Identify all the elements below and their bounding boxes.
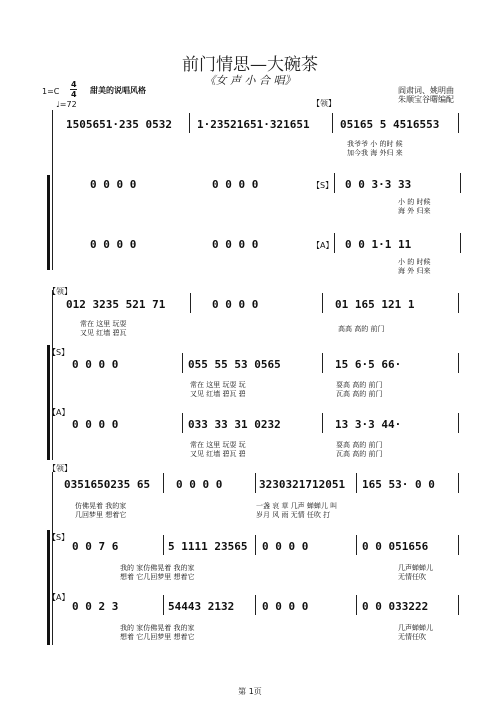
lead-measure-9: 3230321712051: [259, 478, 346, 491]
soprano-label: 【S】: [312, 181, 334, 190]
credit-composer: 阎肃词、姚明曲: [398, 86, 454, 95]
soprano-label-3: 【S】: [48, 533, 70, 542]
alto-lyric-5: 耍高 高的 前门: [336, 441, 383, 449]
lead-measure-4: 012 3235 521 71: [66, 298, 166, 311]
alto-measure-9: 0 0 0 0: [262, 600, 309, 613]
alto-lyric-7: 我的 家仿佛晃着 我的家: [120, 624, 195, 632]
alto-lyric-10: 无情任吹: [398, 633, 426, 641]
soprano-lyric-6: 瓦高 高的 前门: [336, 390, 383, 398]
lead-measure-1: 1505651·235 0532: [66, 118, 172, 131]
lead-lyric-1: 我爷爷 小 的时 候: [347, 140, 403, 148]
alto-lyric-4: 又见 红墙 碧瓦 碧: [190, 450, 246, 458]
lead-label: 【领】: [312, 99, 336, 108]
soprano-measure-10: 0 0 051656: [362, 540, 429, 553]
soprano-lyric-2: 海 外 归来: [398, 207, 431, 215]
key-signature: 1=C: [42, 87, 60, 96]
lead-label-2: 【领】: [48, 287, 72, 296]
lead-lyric-4: 又见 红墙 碧瓦: [80, 329, 127, 337]
lead-lyric-9: 岁月 风 雨 无情 任吹 打: [256, 511, 331, 519]
alto-lyric-2: 海 外 归来: [398, 267, 431, 275]
soprano-lyric-1: 小 的 时候: [398, 198, 431, 206]
lead-lyric-7: 几回梦里 想着它: [75, 511, 127, 519]
lead-lyric-3: 常在 这里 玩耍: [80, 320, 127, 328]
alto-lyric-8: 想着 它几回梦里 想着它: [120, 633, 195, 641]
alto-measure-1: 0 0 0 0: [90, 238, 137, 251]
lead-measure-6: 01 165 121 1: [335, 298, 415, 311]
alto-measure-3: 0 0 1·1 11: [345, 238, 412, 251]
soprano-lyric-3: 常在 这里 玩耍 玩: [190, 381, 246, 389]
lead-lyric-5: 高高 高的 前门: [338, 325, 385, 333]
alto-measure-10: 0 0 033222: [362, 600, 429, 613]
soprano-lyric-5: 耍高 高的 前门: [336, 381, 383, 389]
style-marking: 甜美的说唱风格: [90, 86, 146, 95]
lead-measure-5: 0 0 0 0: [212, 298, 259, 311]
alto-label-3: 【A】: [48, 593, 70, 602]
soprano-measure-4: 0 0 0 0: [72, 358, 119, 371]
lead-lyric-6: 仿佛晃着 我的家: [75, 502, 127, 510]
alto-measure-2: 0 0 0 0: [212, 238, 259, 251]
tempo-marking: ♩=72: [56, 100, 77, 109]
soprano-label-2: 【S】: [48, 348, 70, 357]
alto-measure-7: 0 0 2 3: [72, 600, 119, 613]
lead-label-3: 【领】: [48, 464, 72, 473]
soprano-measure-2: 0 0 0 0: [212, 178, 259, 191]
soprano-measure-1: 0 0 0 0: [90, 178, 137, 191]
soprano-measure-9: 0 0 0 0: [262, 540, 309, 553]
soprano-measure-6: 15 6·5 66·: [335, 358, 402, 371]
soprano-measure-7: 0 0 7 6: [72, 540, 119, 553]
soprano-lyric-8: 想着 它几回梦里 想着它: [120, 573, 195, 581]
alto-lyric-3: 常在 这里 玩耍 玩: [190, 441, 246, 449]
lead-measure-2: 1·23521651·321651: [197, 118, 310, 131]
page-number: 第 1页: [238, 687, 262, 696]
soprano-measure-8: 5 1111 23565: [168, 540, 248, 553]
alto-lyric-6: 瓦高 高的 前门: [336, 450, 383, 458]
lead-measure-8: 0 0 0 0: [176, 478, 223, 491]
alto-lyric-1: 小 的 时候: [398, 258, 431, 266]
soprano-lyric-4: 又见 红墙 碧瓦 碧: [190, 390, 246, 398]
page-title: 前门情思—大碗茶: [182, 55, 318, 75]
alto-measure-4: 0 0 0 0: [72, 418, 119, 431]
lead-measure-3: 05165 5 4516553: [340, 118, 440, 131]
alto-lyric-9: 几声蝉蝉儿: [398, 624, 433, 632]
soprano-lyric-10: 无情任吹: [398, 573, 426, 581]
alto-measure-6: 13 3·3 44·: [335, 418, 402, 431]
lead-lyric-8: 一盏 哀 草 几声 蝉蝉儿 叫: [256, 502, 338, 510]
alto-label: 【A】: [312, 241, 334, 250]
soprano-measure-5: 055 55 53 0565: [188, 358, 281, 371]
alto-measure-8: 54443 2132: [168, 600, 235, 613]
page-subtitle: 《女 声 小 合 唱》: [204, 74, 296, 87]
soprano-lyric-7: 我的 家仿佛晃着 我的家: [120, 564, 195, 572]
alto-measure-5: 033 33 31 0232: [188, 418, 281, 431]
soprano-measure-3: 0 0 3·3 33: [345, 178, 412, 191]
time-signature-top: 4: [71, 80, 77, 89]
alto-label-2: 【A】: [48, 408, 70, 417]
time-signature-bottom: 4: [71, 90, 77, 99]
lead-measure-7: 0351650235 65: [64, 478, 151, 491]
credit-arranger: 朱顺宝谷曙编配: [398, 95, 454, 104]
soprano-lyric-9: 几声蝉蝉儿: [398, 564, 433, 572]
lead-measure-10: 165 53· 0 0: [362, 478, 435, 491]
lead-lyric-2: 加今我 海 外归 来: [347, 149, 403, 157]
